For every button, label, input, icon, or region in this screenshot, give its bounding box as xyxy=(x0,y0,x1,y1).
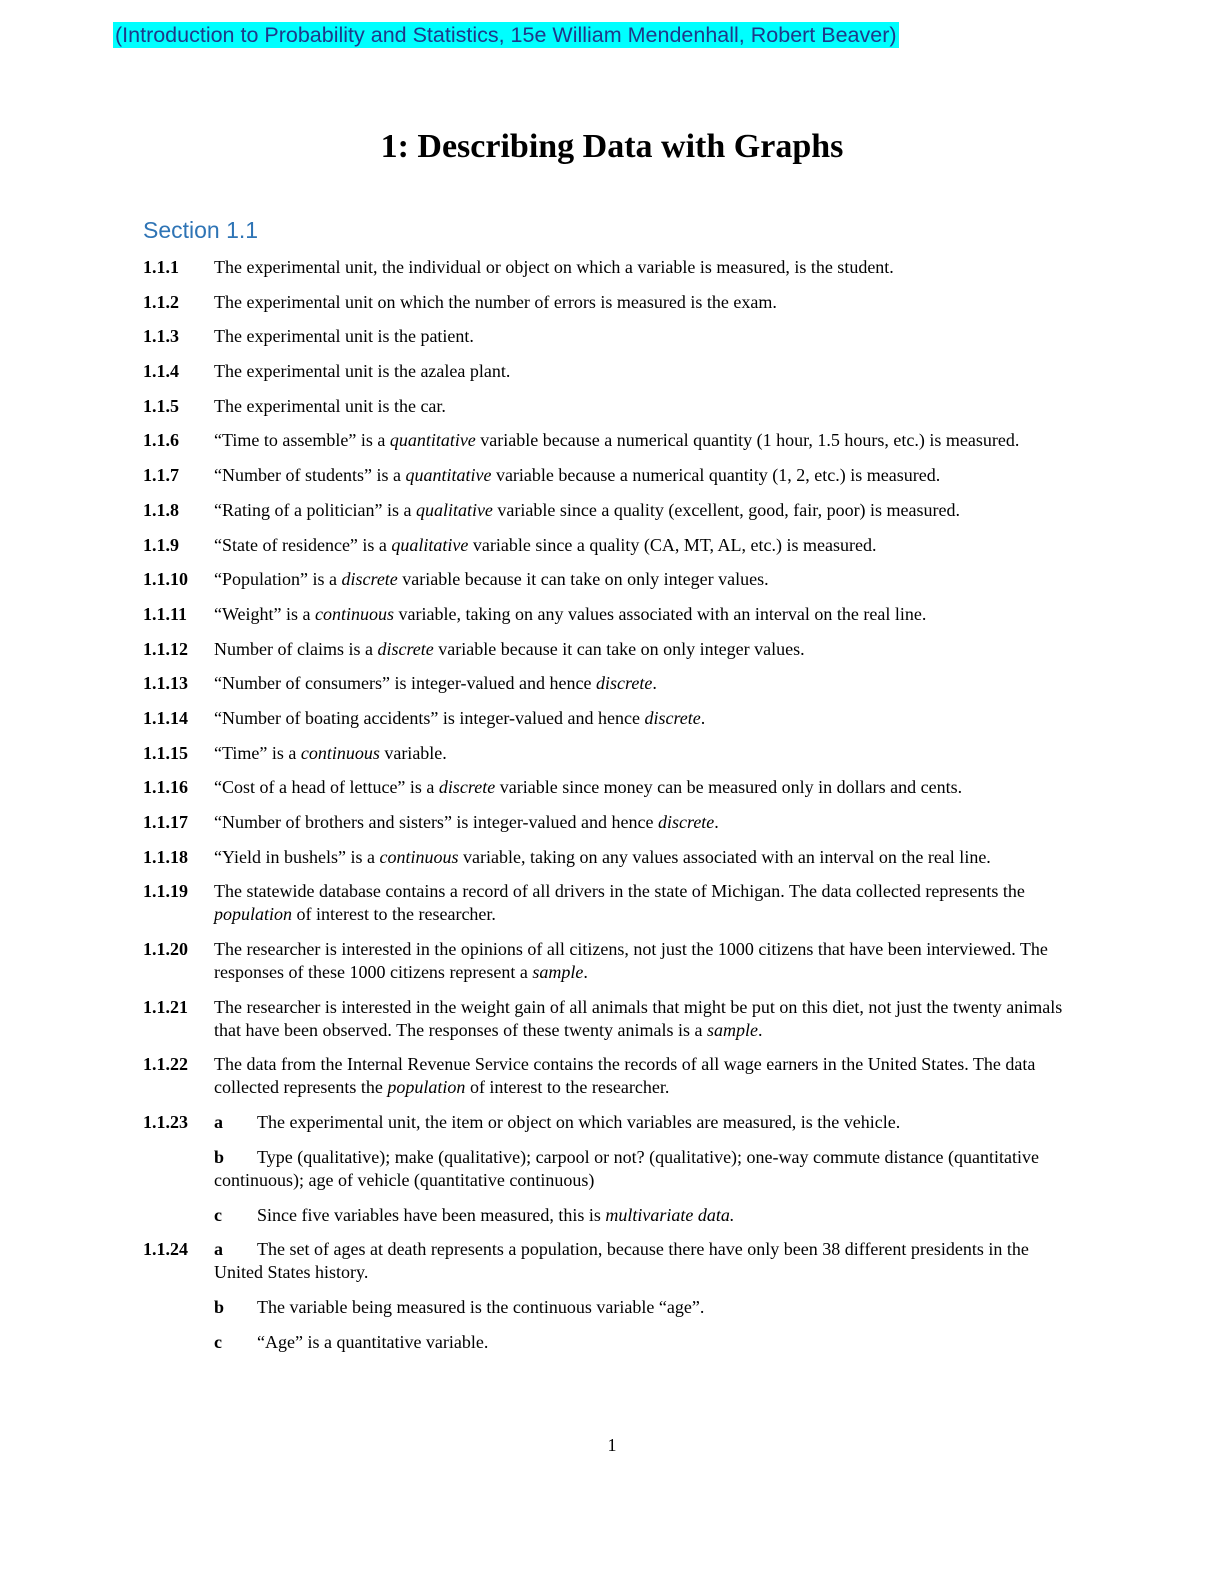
entry-text-post: . xyxy=(583,962,588,983)
entry-emphasis: population xyxy=(214,904,293,925)
entry-number: 1.1.11 xyxy=(143,603,188,624)
entry-number: 1.1.15 xyxy=(143,742,188,763)
part-letter: b xyxy=(214,1296,225,1317)
entry-number: 1.1.12 xyxy=(143,638,188,659)
part-text: Type (qualitative); make (qualitative); carpool or not? (qualitative); one-way commute distance (quantitative continuous); age of vehicle (quantitative continuous) xyxy=(214,1146,1039,1190)
entry-text-pre: The researcher is interested in the opinions of all citizens, not just the 1000 citizens that have been interviewed. The responses of these 1000 citizens represent a xyxy=(214,939,1048,983)
entry xyxy=(143,499,1073,522)
entry-emphasis: discrete xyxy=(377,638,434,659)
part-text: The variable being measured is the continuous variable “age”. xyxy=(257,1296,705,1317)
entry-emphasis: population xyxy=(387,1077,466,1098)
entry-text-pre: “Cost of a head of lettuce” is a xyxy=(214,777,439,798)
entry xyxy=(143,846,1073,869)
entry-text-post: variable, taking on any values associated with an interval on the real line. xyxy=(458,846,991,867)
entry-emphasis: sample xyxy=(707,1019,759,1040)
entry-text-post: variable, taking on any values associated with an interval on the real line. xyxy=(394,603,927,624)
entry-emphasis: discrete xyxy=(657,812,715,832)
entry xyxy=(143,291,1073,314)
entry-text-pre: “Number of consumers” is integer-valued and hence xyxy=(214,673,596,694)
entry-text-post: variable. xyxy=(379,742,447,763)
entry-number: 1.1.19 xyxy=(143,881,188,902)
entry-part-c xyxy=(143,1204,1073,1227)
entry-number: 1.1.2 xyxy=(143,291,179,312)
entry-part-c xyxy=(143,1331,1073,1354)
entry-number: 1.1.21 xyxy=(143,996,188,1017)
entry-text-post: of interest to the researcher. xyxy=(465,1077,670,1098)
entry xyxy=(143,672,1073,695)
entry-text-pre: Number of claims is a xyxy=(214,638,378,659)
entry xyxy=(143,996,1073,1042)
entry xyxy=(143,395,1073,418)
part-text: The set of ages at death represents a population, because there have only been 38 different presidents in the United States history. xyxy=(214,1239,1029,1283)
entry xyxy=(143,568,1073,591)
entry-text: The experimental unit is the car. xyxy=(214,395,446,416)
entry-text-post: variable because it can take on only integer values. xyxy=(397,569,769,590)
source-banner: (Introduction to Probability and Statistics, 15e William Mendenhall, Robert Beaver) xyxy=(115,23,897,47)
entry-number: 1.1.22 xyxy=(143,1054,188,1075)
entry-number: 1.1.4 xyxy=(143,361,179,382)
entry-number: 1.1.5 xyxy=(143,395,179,416)
entry xyxy=(143,603,1073,626)
entry-emphasis: discrete xyxy=(438,777,496,798)
part-letter: b xyxy=(214,1146,225,1167)
entry xyxy=(143,1053,1073,1099)
entry-text-post: . xyxy=(652,673,657,694)
entry-number: 1.1.14 xyxy=(143,707,188,728)
part-letter: c xyxy=(214,1204,222,1225)
entry-number: 1.1.16 xyxy=(143,777,188,798)
entry-text-post: variable since a quality (excellent, good, fair, poor) is measured. xyxy=(492,499,961,520)
entry-text-post: variable since money can be measured only in dollars and cents. xyxy=(495,777,963,798)
entry xyxy=(143,638,1073,661)
entry-text-pre: The researcher is interested in the weight gain of all animals that might be put on this diet, not just the twenty animals that have been observed. The responses of these twenty animals is a xyxy=(214,996,1063,1040)
entry-with-parts xyxy=(143,1238,1073,1284)
part-text: “Age” is a quantitative variable. xyxy=(257,1331,489,1352)
entry-number: 1.1.13 xyxy=(143,673,188,694)
entry-part-a xyxy=(214,1238,1073,1284)
entry-number: 1.1.18 xyxy=(143,846,188,867)
entry-emphasis: continuous xyxy=(315,603,395,624)
entry-text-pre: The data from the Internal Revenue Service contains the records of all wage earners in the United States. The data collected represents the xyxy=(214,1054,1036,1098)
page-number: 1 xyxy=(607,1435,617,1455)
entry-with-parts xyxy=(143,1111,1073,1134)
entry-text-pre: The statewide database contains a record of all drivers in the state of Michigan. The data collected represents the xyxy=(214,881,1025,902)
part-letter: a xyxy=(214,1112,223,1133)
entry xyxy=(143,360,1073,383)
entry-text-post: . xyxy=(700,707,706,728)
entry-emphasis: quantitative xyxy=(405,465,492,486)
chapter-title: 1: Describing Data with Graphs xyxy=(380,128,844,165)
entry-number: 1.1.20 xyxy=(143,939,188,960)
entry-emphasis: discrete xyxy=(644,707,701,728)
entry-number: 1.1.1 xyxy=(143,257,179,277)
entry-emphasis: qualitative xyxy=(415,499,493,520)
entry-part-b xyxy=(143,1146,1073,1192)
entry-number: 1.1.9 xyxy=(143,534,179,555)
entry xyxy=(143,811,1073,834)
entry-text: The experimental unit, the individual or object on which a variable is measured, is the student. xyxy=(214,257,894,277)
entry-number: 1.1.8 xyxy=(143,499,179,520)
entry-text-post: variable because a numerical quantity (1 hour, 1.5 hours, etc.) is measured. xyxy=(475,430,1020,451)
entry-text: The experimental unit is the azalea plant. xyxy=(214,361,511,382)
entry xyxy=(143,325,1073,348)
entry xyxy=(143,464,1073,487)
entry-text-post: variable since a quality (CA, MT, AL, etc.) is measured. xyxy=(468,534,877,555)
entry-emphasis: discrete xyxy=(596,673,653,694)
entry xyxy=(143,429,1073,452)
entry-number: 1.1.3 xyxy=(143,326,179,347)
entry-number: 1.1.7 xyxy=(143,465,179,486)
entry-text-pre: “Weight” is a xyxy=(214,603,316,624)
entry xyxy=(143,707,1073,730)
entry xyxy=(143,880,1073,926)
entry-emphasis: continuous xyxy=(300,742,380,763)
entry-text: The experimental unit is the patient. xyxy=(214,326,474,347)
part-letter: a xyxy=(214,1239,223,1260)
entry-text-pre: “Rating of a politician” is a xyxy=(214,499,416,520)
entry-text-pre: “Time to assemble” is a xyxy=(214,430,390,451)
entry-number: 1.1.24 xyxy=(143,1239,188,1260)
entry-text-pre: “State of residence” is a xyxy=(214,534,392,555)
entry-text-post: variable because it can take on only integer values. xyxy=(433,638,805,659)
entry xyxy=(143,938,1073,984)
entry-number: 1.1.23 xyxy=(143,1112,188,1133)
entry-text-pre: “Number of brothers and sisters” is integer-valued and hence xyxy=(214,812,658,832)
entry-number: 1.1.10 xyxy=(143,569,188,590)
entry-part-a xyxy=(214,1111,1073,1134)
entry xyxy=(143,534,1073,557)
part-letter: c xyxy=(214,1331,222,1352)
entry xyxy=(143,742,1073,765)
entry xyxy=(143,776,1073,799)
entry-emphasis: discrete xyxy=(341,569,398,590)
entry xyxy=(143,256,1073,279)
part-emphasis: multivariate data. xyxy=(605,1204,735,1225)
entry-emphasis: quantitative xyxy=(389,430,476,451)
part-text: Since five variables have been measured, this is xyxy=(257,1204,606,1225)
entry-number: 1.1.17 xyxy=(143,812,188,832)
entry-emphasis: continuous xyxy=(379,846,459,867)
section-heading: Section 1.1 xyxy=(143,217,259,243)
entries-list xyxy=(143,256,1073,1365)
entry-text: The experimental unit on which the number of errors is measured is the exam. xyxy=(214,291,777,312)
entry-text-pre: “Population” is a xyxy=(214,569,342,590)
entry-text-pre: “Yield in bushels” is a xyxy=(214,846,380,867)
entry-number: 1.1.6 xyxy=(143,430,179,451)
part-text: The experimental unit, the item or object on which variables are measured, is the vehicle. xyxy=(257,1112,901,1133)
entry-part-b xyxy=(143,1296,1073,1319)
entry-text-post: of interest to the researcher. xyxy=(292,904,496,925)
entry-emphasis: qualitative xyxy=(391,534,469,555)
entry-text-post: . xyxy=(758,1019,763,1040)
entry-text-pre: “Number of students” is a xyxy=(214,465,406,486)
entry-text-pre: “Time” is a xyxy=(214,742,301,763)
entry-text-pre: “Number of boating accidents” is integer-valued and hence xyxy=(214,707,645,728)
entry-emphasis: sample xyxy=(532,962,584,983)
entry-text-post: variable because a numerical quantity (1, 2, etc.) is measured. xyxy=(491,465,941,486)
entry-text-post: . xyxy=(714,812,719,832)
